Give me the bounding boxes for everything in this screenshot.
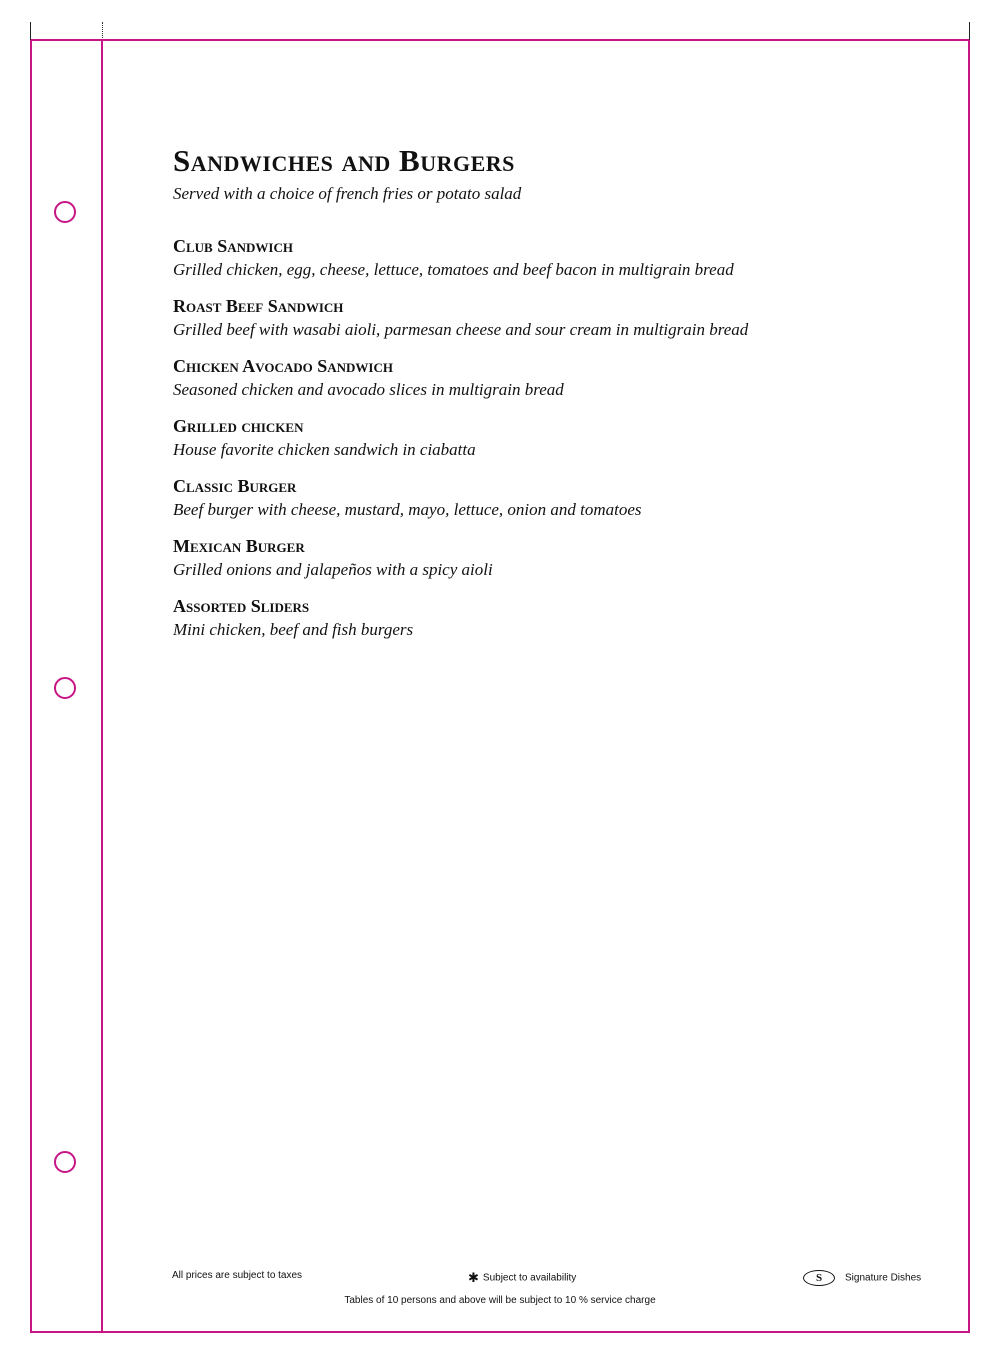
menu-item [173,594,933,641]
item-name: Mexican Burger [173,536,305,556]
item-name: Club Sandwich [173,236,293,256]
signature-label: Signature Dishes [845,1272,922,1284]
punch-hole-icon [54,677,76,699]
item-name: Classic Burger [173,476,297,496]
menu-item [173,474,933,521]
section-title: Sandwiches and Burgers [173,143,515,178]
menu-item [173,414,933,461]
crop-mark-left [30,22,31,40]
signature-dish-icon: S [803,1270,835,1286]
footer-taxes-note: All prices are subject to taxes [172,1270,303,1281]
footer-service-charge: Tables of 10 persons and above will be subject to 10 % service charge [344,1295,656,1306]
punch-hole-icon [54,201,76,223]
item-description: Seasoned chicken and avocado slices in multigrain bread [173,380,564,399]
item-description: Mini chicken, beef and fish burgers [173,620,414,639]
asterisk-icon: ✱ [468,1270,479,1285]
item-name: Assorted Sliders [173,596,310,616]
item-name: Chicken Avocado Sandwich [173,356,393,376]
section-subtitle: Served with a choice of french fries or potato salad [173,184,522,203]
menu-item [173,534,933,581]
item-name: Grilled chicken [173,416,304,436]
footer-availability [468,1270,576,1286]
crop-mark-right [969,22,970,40]
punch-hole-icon [54,1151,76,1173]
item-description: House favorite chicken sandwich in ciabatta [173,440,476,459]
footer-signature [803,1270,921,1286]
menu-items [173,234,933,641]
menu-item [173,234,933,281]
item-description: Grilled chicken, egg, cheese, lettuce, tomatoes and beef bacon in multigrain bread [173,260,734,279]
menu-section [173,140,933,654]
binding-gutter-line [101,39,103,1333]
menu-item [173,354,933,401]
availability-label: Subject to availability [482,1272,577,1284]
item-description: Beef burger with cheese, mustard, mayo, lettuce, onion and tomatoes [173,500,642,519]
item-description: Grilled onions and jalapeños with a spicy aioli [173,560,493,579]
item-description: Grilled beef with wasabi aioli, parmesan cheese and sour cream in multigrain bread [173,320,749,339]
item-name: Roast Beef Sandwich [173,296,344,316]
menu-item [173,294,933,341]
crop-mark-gutter [102,22,103,38]
